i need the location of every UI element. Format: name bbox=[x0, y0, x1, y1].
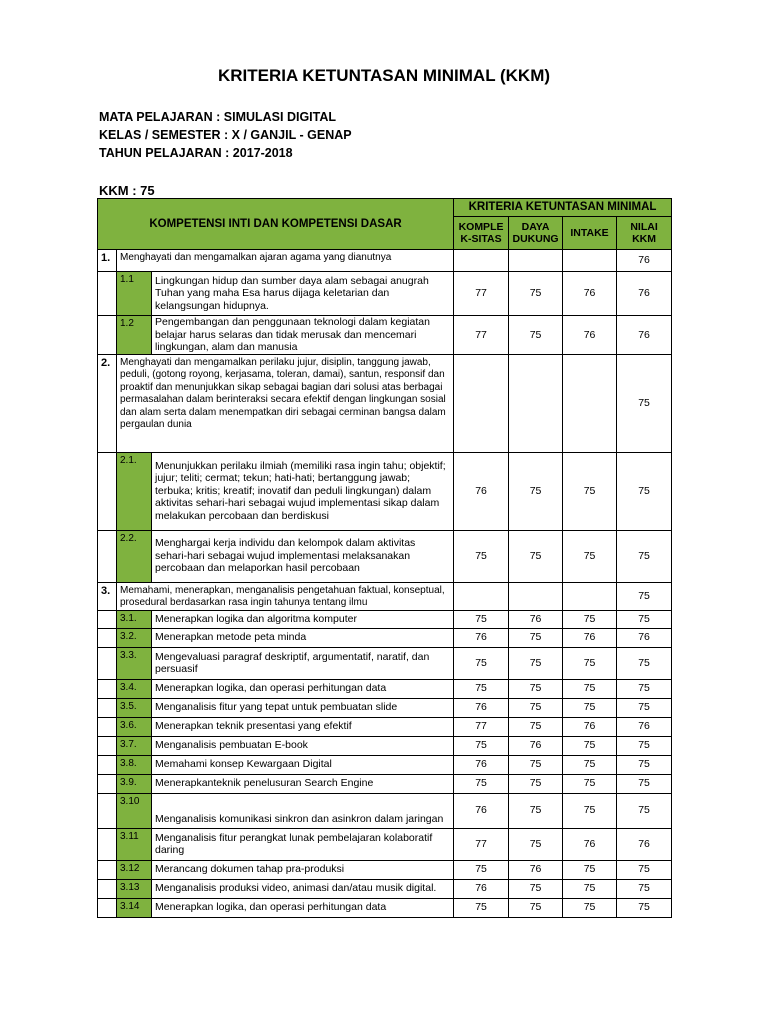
page-title: KRITERIA KETUNTASAN MINIMAL (KKM) bbox=[217, 66, 551, 85]
kd-number: 3.9. bbox=[117, 774, 152, 793]
blank-cell bbox=[98, 679, 117, 698]
blank-cell bbox=[98, 316, 117, 355]
blank-cell bbox=[98, 898, 117, 917]
complexity-cell: 75 bbox=[454, 736, 509, 755]
class-semester-line: KELAS / SEMESTER : X / GANJIL - GENAP bbox=[99, 128, 352, 142]
complexity-cell bbox=[454, 250, 509, 272]
intake-cell: 75 bbox=[563, 452, 617, 530]
kkm-value: KKM : 75 bbox=[99, 183, 155, 198]
header-competency: KOMPETENSI INTI DAN KOMPETENSI DASAR bbox=[98, 199, 454, 250]
support-cell: 75 bbox=[509, 755, 563, 774]
intake-cell: 75 bbox=[563, 736, 617, 755]
support-cell: 76 bbox=[509, 610, 563, 628]
header-kkm-group: KRITERIA KETUNTASAN MINIMAL bbox=[454, 199, 672, 217]
intake-cell: 76 bbox=[563, 717, 617, 736]
kd-description: Menghargai kerja individu dan kelompok dalam aktivitas sehari-hari sebagai wujud implementasi melaksanakan percobaan dan melaporkan hasil percobaan bbox=[152, 530, 454, 582]
blank-cell bbox=[98, 717, 117, 736]
intake-cell: 75 bbox=[563, 755, 617, 774]
complexity-cell: 75 bbox=[454, 774, 509, 793]
table-row bbox=[98, 898, 672, 917]
complexity-cell: 75 bbox=[454, 610, 509, 628]
support-cell: 75 bbox=[509, 717, 563, 736]
table-row bbox=[98, 272, 672, 316]
blank-cell bbox=[98, 828, 117, 860]
support-cell: 75 bbox=[509, 647, 563, 679]
kkm-cell: 75 bbox=[617, 860, 672, 879]
complexity-cell: 75 bbox=[454, 898, 509, 917]
kd-number: 1.1 bbox=[117, 272, 152, 316]
support-cell: 75 bbox=[509, 530, 563, 582]
kd-description: Menganalisis pembuatan E-book bbox=[152, 736, 454, 755]
header-row-top bbox=[98, 199, 672, 217]
kkm-cell: 75 bbox=[617, 698, 672, 717]
kd-description: Menganalisis komunikasi sinkron dan asinkron dalam jaringan bbox=[152, 793, 454, 828]
kd-description: Memahami konsep Kewargaan Digital bbox=[152, 755, 454, 774]
kd-number: 1.2 bbox=[117, 316, 152, 355]
table-row bbox=[98, 610, 672, 628]
kkm-cell: 76 bbox=[617, 828, 672, 860]
intake-cell bbox=[563, 582, 617, 610]
support-cell: 75 bbox=[509, 774, 563, 793]
blank-cell bbox=[98, 272, 117, 316]
complexity-cell bbox=[454, 354, 509, 452]
kd-description: Menerapkan logika, dan operasi perhitungan data bbox=[152, 679, 454, 698]
table-row bbox=[98, 316, 672, 355]
table-row bbox=[98, 452, 672, 530]
kd-description: Menerapkan metode peta minda bbox=[152, 628, 454, 647]
intake-cell: 75 bbox=[563, 898, 617, 917]
blank-cell bbox=[98, 610, 117, 628]
blank-cell bbox=[98, 530, 117, 582]
kkm-cell: 76 bbox=[617, 272, 672, 316]
kd-description: Menganalisis fitur perangkat lunak pembelajaran kolaboratif daring bbox=[152, 828, 454, 860]
support-cell bbox=[509, 354, 563, 452]
kkm-cell: 75 bbox=[617, 736, 672, 755]
intake-cell bbox=[563, 250, 617, 272]
kkm-cell: 75 bbox=[617, 530, 672, 582]
kd-number: 2.1. bbox=[117, 452, 152, 530]
blank-cell bbox=[98, 860, 117, 879]
kd-description: Menerapkan teknik presentasi yang efektif bbox=[152, 717, 454, 736]
ki-number: 1. bbox=[98, 250, 117, 272]
kd-description: Mengevaluasi paragraf deskriptif, argumentatif, naratif, dan persuasif bbox=[152, 647, 454, 679]
kd-number: 3.3. bbox=[117, 647, 152, 679]
kd-description: Menerapkan logika dan algoritma komputer bbox=[152, 610, 454, 628]
complexity-cell: 77 bbox=[454, 828, 509, 860]
kd-description: Menganalisis produksi video, animasi dan/atau musik digital. bbox=[152, 879, 454, 898]
intake-cell: 75 bbox=[563, 860, 617, 879]
support-cell bbox=[509, 250, 563, 272]
support-cell: 75 bbox=[509, 698, 563, 717]
blank-cell bbox=[98, 628, 117, 647]
kd-number: 2.2. bbox=[117, 530, 152, 582]
complexity-cell: 76 bbox=[454, 698, 509, 717]
table-row bbox=[98, 736, 672, 755]
table-row bbox=[98, 828, 672, 860]
support-cell: 75 bbox=[509, 879, 563, 898]
kkm-cell: 75 bbox=[617, 354, 672, 452]
table-row bbox=[98, 755, 672, 774]
subject-line: MATA PELAJARAN : SIMULASI DIGITAL bbox=[99, 110, 337, 124]
kd-number: 3.1. bbox=[117, 610, 152, 628]
intake-cell: 75 bbox=[563, 793, 617, 828]
kd-description: Lingkungan hidup dan sumber daya alam sebagai anugrah Tuhan yang maha Esa harus dijaga keletarian dan kelangsungan hidupnya. bbox=[152, 272, 454, 316]
kd-number: 3.8. bbox=[117, 755, 152, 774]
kkm-cell: 75 bbox=[617, 679, 672, 698]
support-cell: 75 bbox=[509, 793, 563, 828]
table-row bbox=[98, 793, 672, 828]
table-row bbox=[98, 860, 672, 879]
kkm-cell: 75 bbox=[617, 793, 672, 828]
table-row bbox=[98, 647, 672, 679]
kd-description: Menerapkanteknik penelusuran Search Engine bbox=[152, 774, 454, 793]
kd-number: 3.12 bbox=[117, 860, 152, 879]
kkm-cell: 75 bbox=[617, 879, 672, 898]
intake-cell: 75 bbox=[563, 879, 617, 898]
table-row bbox=[98, 679, 672, 698]
intake-cell: 75 bbox=[563, 679, 617, 698]
complexity-cell: 75 bbox=[454, 530, 509, 582]
intake-cell bbox=[563, 354, 617, 452]
kd-number: 3.13 bbox=[117, 879, 152, 898]
table-row bbox=[98, 530, 672, 582]
complexity-cell: 75 bbox=[454, 860, 509, 879]
blank-cell bbox=[98, 698, 117, 717]
intake-cell: 75 bbox=[563, 530, 617, 582]
kkm-cell: 76 bbox=[617, 250, 672, 272]
header-kkm-value: NILAI KKM bbox=[617, 217, 672, 250]
header-intake: INTAKE bbox=[563, 217, 617, 250]
support-cell: 75 bbox=[509, 272, 563, 316]
kkm-cell: 75 bbox=[617, 610, 672, 628]
ki-number: 3. bbox=[98, 582, 117, 610]
intake-cell: 75 bbox=[563, 774, 617, 793]
complexity-cell: 76 bbox=[454, 628, 509, 647]
kd-description: Menunjukkan perilaku ilmiah (memiliki rasa ingin tahu; objektif; jujur; teliti; cermat; tekun; hati-hati; bertanggung jawab; terbuka; kritis; kreatif; inovatif dan peduli lingkungan) dalam aktivitas sehari-hari sebagai wujud implementasi sikap dalam melakukan percobaan dan berdiskusi bbox=[152, 452, 454, 530]
kd-number: 3.6. bbox=[117, 717, 152, 736]
kkm-cell: 75 bbox=[617, 898, 672, 917]
intake-cell: 75 bbox=[563, 610, 617, 628]
complexity-cell: 76 bbox=[454, 793, 509, 828]
table-row bbox=[98, 628, 672, 647]
support-cell: 75 bbox=[509, 679, 563, 698]
blank-cell bbox=[98, 774, 117, 793]
kkm-cell: 75 bbox=[617, 452, 672, 530]
blank-cell bbox=[98, 879, 117, 898]
support-cell: 76 bbox=[509, 736, 563, 755]
kkm-cell: 75 bbox=[617, 582, 672, 610]
complexity-cell: 76 bbox=[454, 452, 509, 530]
complexity-cell: 77 bbox=[454, 717, 509, 736]
support-cell: 75 bbox=[509, 452, 563, 530]
complexity-cell: 77 bbox=[454, 316, 509, 355]
intake-cell: 76 bbox=[563, 316, 617, 355]
complexity-cell: 76 bbox=[454, 879, 509, 898]
ki-description: Memahami, menerapkan, menganalisis pengetahuan faktual, konseptual, prosedural berdasarkan rasa ingin tahunya tentang ilmu bbox=[117, 582, 454, 610]
complexity-cell: 77 bbox=[454, 272, 509, 316]
intake-cell: 76 bbox=[563, 828, 617, 860]
intake-cell: 76 bbox=[563, 272, 617, 316]
support-cell: 76 bbox=[509, 860, 563, 879]
support-cell bbox=[509, 582, 563, 610]
kkm-cell: 75 bbox=[617, 774, 672, 793]
kd-number: 3.14 bbox=[117, 898, 152, 917]
table-row bbox=[98, 698, 672, 717]
intake-cell: 75 bbox=[563, 647, 617, 679]
kd-description: Merancang dokumen tahap pra-produksi bbox=[152, 860, 454, 879]
intake-cell: 76 bbox=[563, 628, 617, 647]
support-cell: 75 bbox=[509, 628, 563, 647]
kd-number: 3.11 bbox=[117, 828, 152, 860]
ki-description: Menghayati dan mengamalkan perilaku jujur, disiplin, tanggung jawab, peduli, (gotong royong, kerjasama, toleran, damai), santun, responsif dan proaktif dan menunjukkan sikap sebagai bagian dari solusi atas berbagai permasalahan dalam berinteraksi secara efektif dengan lingkungan sosial dan alam serta dalam menempatkan diri sebagai cerminan bangsa dalam pergaulan dunia bbox=[117, 354, 454, 452]
complexity-cell: 75 bbox=[454, 647, 509, 679]
kd-number: 3.7. bbox=[117, 736, 152, 755]
kkm-cell: 76 bbox=[617, 717, 672, 736]
support-cell: 75 bbox=[509, 316, 563, 355]
kkm-table bbox=[97, 198, 672, 918]
kd-description: Pengembangan dan penggunaan teknologi dalam kegiatan belajar harus selaras dan tidak merusak dan mencemari lingkungan, alam dan manusia bbox=[152, 316, 454, 355]
header-complexity: KOMPLE K-SITAS bbox=[454, 217, 509, 250]
table-row bbox=[98, 774, 672, 793]
blank-cell bbox=[98, 647, 117, 679]
table-row bbox=[98, 879, 672, 898]
blank-cell bbox=[98, 755, 117, 774]
support-cell: 75 bbox=[509, 828, 563, 860]
ki-number: 2. bbox=[98, 354, 117, 452]
table-row bbox=[98, 582, 672, 610]
kkm-cell: 76 bbox=[617, 628, 672, 647]
kd-number: 3.4. bbox=[117, 679, 152, 698]
kd-number: 3.10 bbox=[117, 793, 152, 828]
header-support: DAYA DUKUNG bbox=[509, 217, 563, 250]
table-row bbox=[98, 717, 672, 736]
blank-cell bbox=[98, 452, 117, 530]
complexity-cell: 75 bbox=[454, 679, 509, 698]
kkm-cell: 76 bbox=[617, 316, 672, 355]
blank-cell bbox=[98, 793, 117, 828]
blank-cell bbox=[98, 736, 117, 755]
kd-number: 3.2. bbox=[117, 628, 152, 647]
ki-description: Menghayati dan mengamalkan ajaran agama yang dianutnya bbox=[117, 250, 454, 272]
school-year-line: TAHUN PELAJARAN : 2017-2018 bbox=[99, 146, 293, 160]
complexity-cell bbox=[454, 582, 509, 610]
table-row bbox=[98, 354, 672, 452]
intake-cell: 75 bbox=[563, 698, 617, 717]
support-cell: 75 bbox=[509, 898, 563, 917]
kd-description: Menerapkan logika, dan operasi perhitungan data bbox=[152, 898, 454, 917]
kd-description: Menganalisis fitur yang tepat untuk pembuatan slide bbox=[152, 698, 454, 717]
complexity-cell: 76 bbox=[454, 755, 509, 774]
kkm-cell: 75 bbox=[617, 755, 672, 774]
kkm-cell: 75 bbox=[617, 647, 672, 679]
table-row bbox=[98, 250, 672, 272]
table-body bbox=[98, 199, 672, 918]
kd-number: 3.5. bbox=[117, 698, 152, 717]
